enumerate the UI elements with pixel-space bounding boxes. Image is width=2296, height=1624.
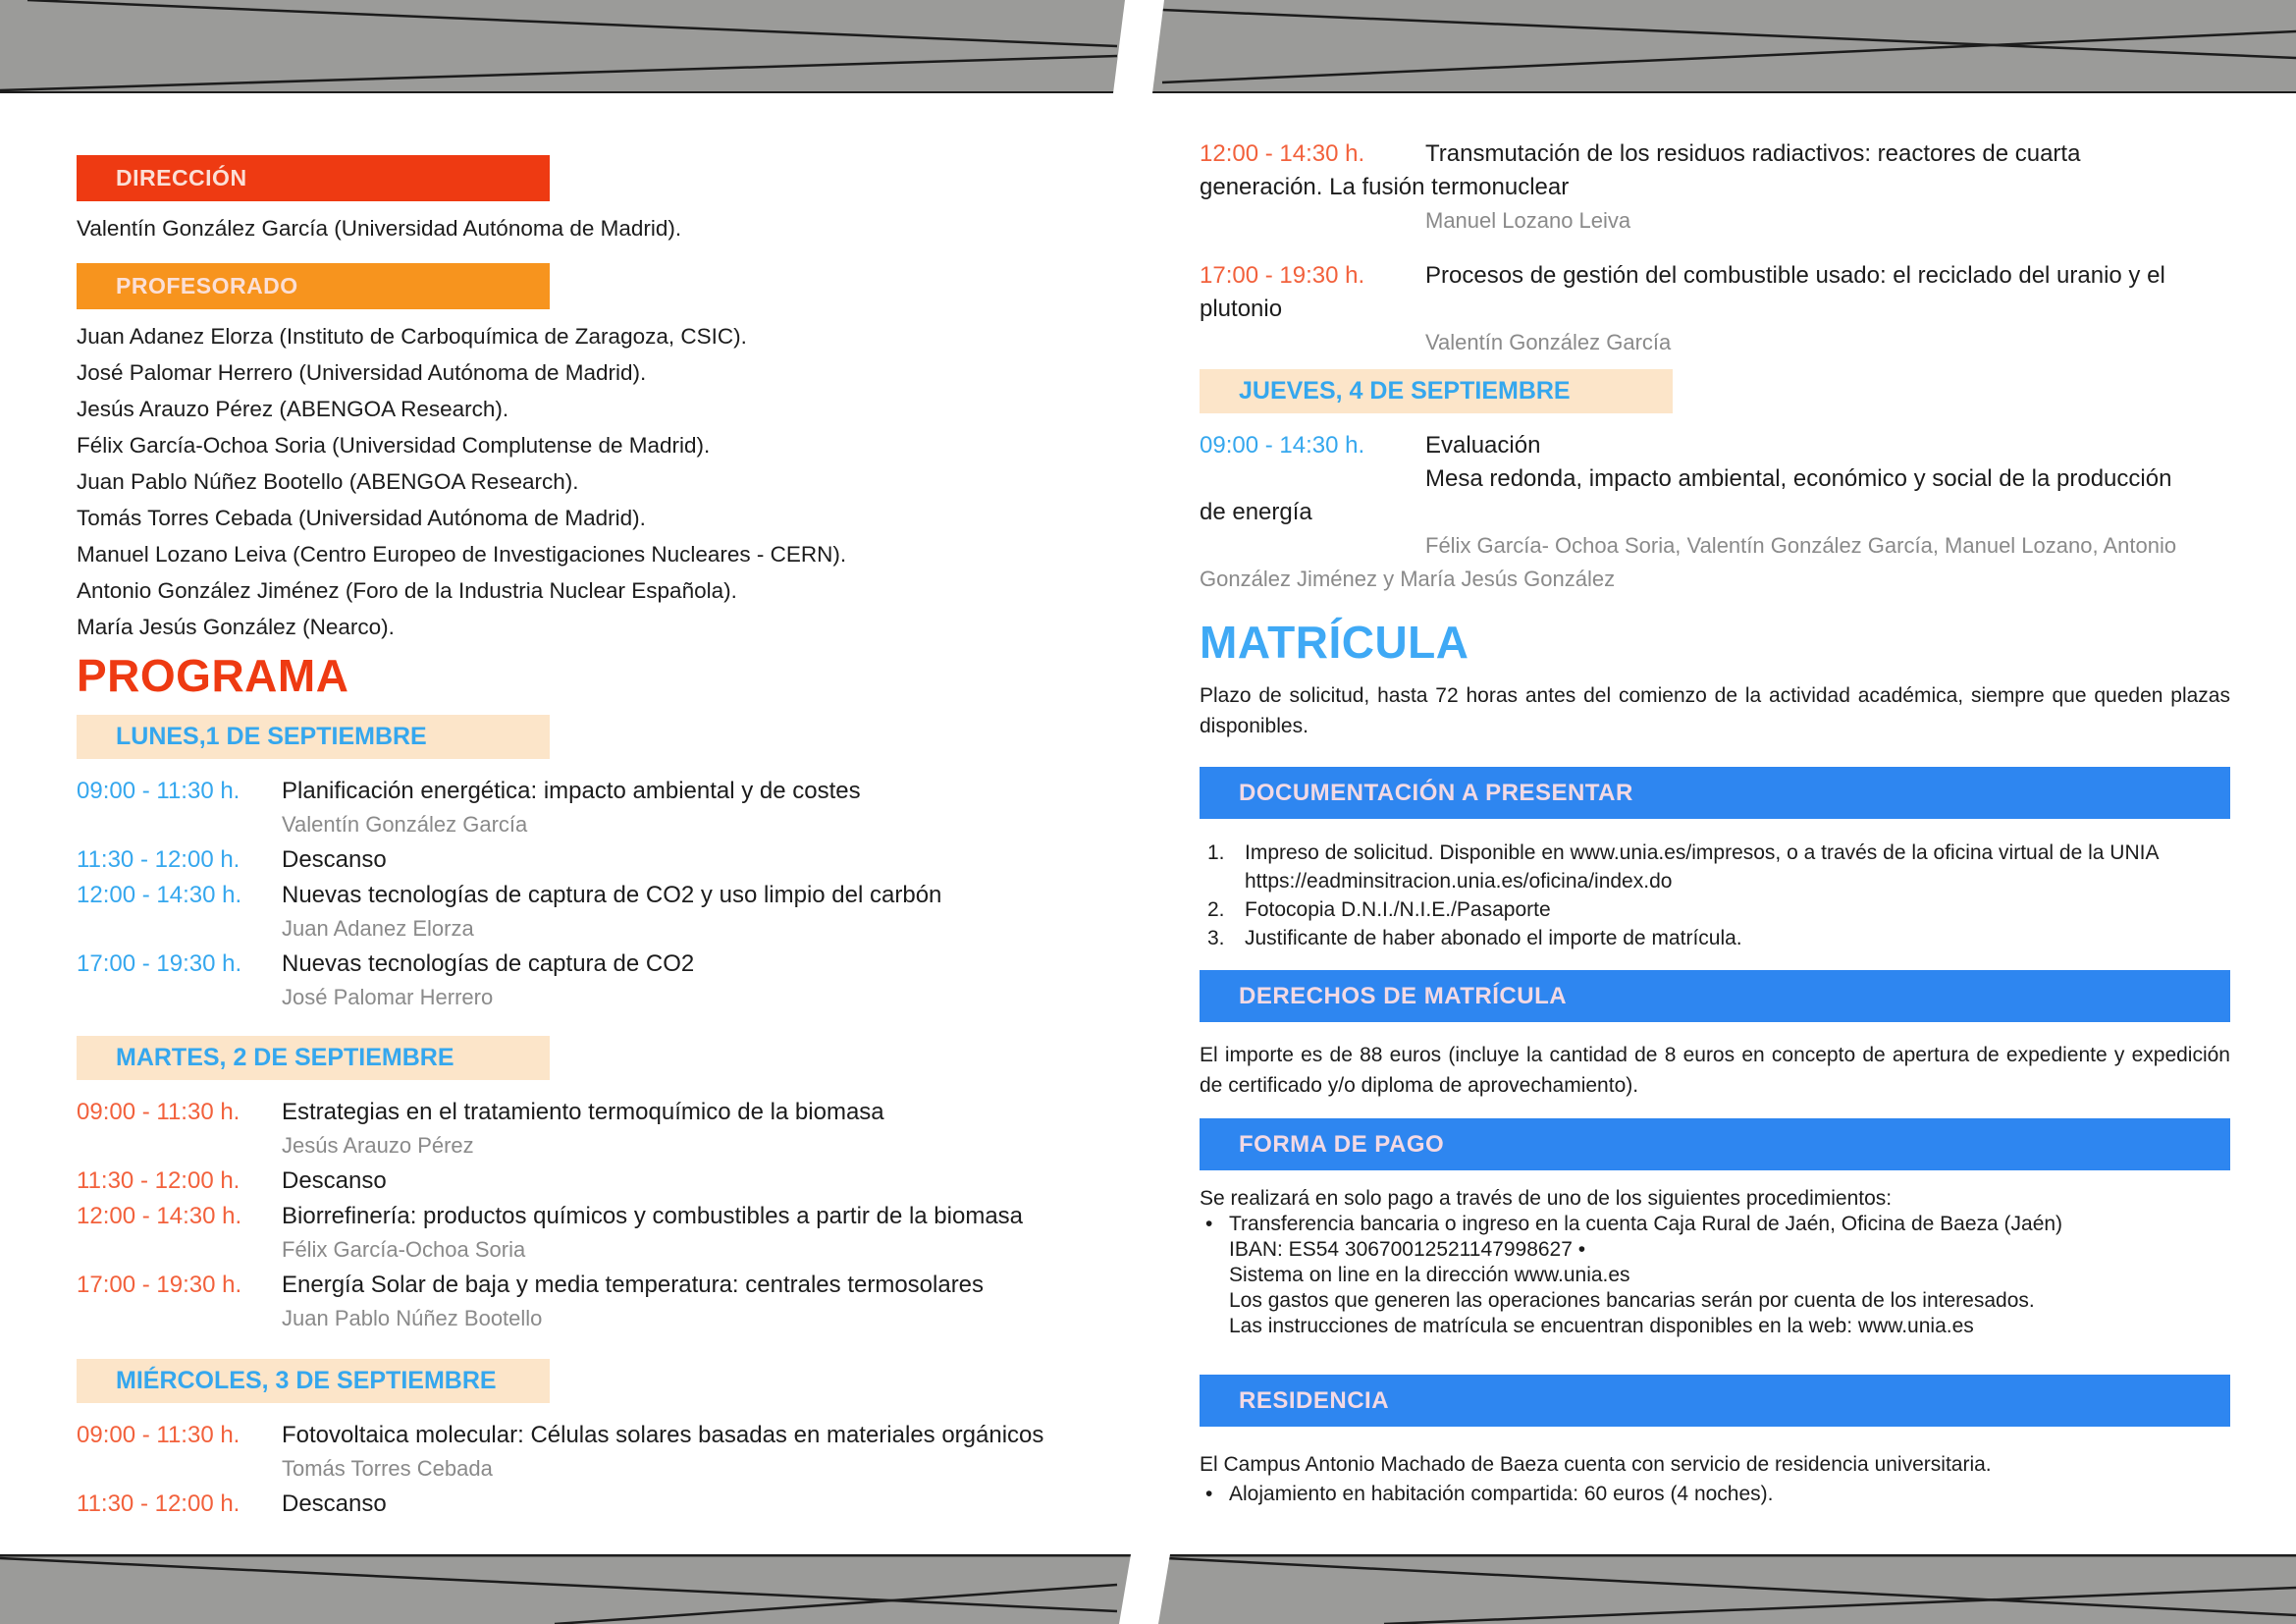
bullet-icon: • bbox=[1205, 1213, 1213, 1235]
time-label: 12:00 - 14:30 h. bbox=[77, 882, 242, 908]
residence-info bbox=[1200, 1450, 2230, 1509]
payment-line bbox=[1200, 1212, 2230, 1237]
day-header-label: JUEVES, 4 DE SEPTIEMBRE bbox=[1239, 377, 1571, 405]
payment-line: Las instrucciones de matrícula se encuentran disponibles en la web: www.unia.es bbox=[1229, 1315, 1974, 1337]
day-header-martes bbox=[77, 1036, 550, 1080]
section-header-label: DOCUMENTACIÓN A PRESENTAR bbox=[1239, 779, 1633, 806]
professor-list bbox=[77, 318, 1088, 645]
matricula-title: MATRÍCULA bbox=[1200, 617, 1469, 668]
session-title-wrap: generación. La fusión termonuclear bbox=[1200, 174, 1570, 200]
section-header-label: RESIDENCIA bbox=[1239, 1386, 1390, 1414]
schedule-entry bbox=[77, 1200, 1088, 1267]
top-decoration-band bbox=[0, 0, 2296, 93]
time-label: 17:00 - 19:30 h. bbox=[77, 950, 242, 977]
professor-list-item: Antonio González Jiménez (Foro de la Industria Nuclear Española). bbox=[77, 578, 737, 603]
time-label: 12:00 - 14:30 h. bbox=[1200, 140, 1365, 167]
payment-line-text: Transferencia bancaria o ingreso en la cuenta Caja Rural de Jaén, Oficina de Baeza (Jaén) bbox=[1229, 1213, 2063, 1235]
payment-line: Sistema on line en la dirección www.unia.es bbox=[1229, 1264, 1630, 1286]
session-title: Descanso bbox=[282, 1167, 387, 1194]
session-title-wrap: de energía bbox=[1200, 499, 1312, 525]
direccion-header-bar bbox=[77, 155, 550, 201]
schedule-entry bbox=[77, 1269, 1088, 1335]
session-title: Biorrefinería: productos químicos y combustibles a partir de la biomasa bbox=[282, 1203, 1024, 1229]
direccion-header-label: DIRECCIÓN bbox=[116, 165, 247, 190]
professor-list-item: Jesús Arauzo Pérez (ABENGOA Research). bbox=[77, 397, 509, 421]
session-speaker: José Palomar Herrero bbox=[282, 985, 494, 1009]
list-item-number: 2. bbox=[1207, 898, 1225, 921]
professor-list-item: Félix García-Ochoa Soria (Universidad Complutense de Madrid). bbox=[77, 433, 711, 458]
list-item-text: Impreso de solicitud. Disponible en www.unia.es/impresos, o a través de la oficina virtual de la UNIA bbox=[1245, 841, 2160, 864]
schedule-entry bbox=[77, 775, 1088, 841]
professor-list-item: José Palomar Herrero (Universidad Autónoma de Madrid). bbox=[77, 360, 647, 385]
session-speaker: Juan Pablo Núñez Bootello bbox=[282, 1306, 543, 1330]
session-title: Nuevas tecnologías de captura de CO2 y uso limpio del carbón bbox=[282, 882, 942, 908]
list-item-number: 1. bbox=[1207, 841, 1225, 864]
payment-line: Se realizará en solo pago a través de uno de los siguientes procedimientos: bbox=[1200, 1187, 1893, 1210]
time-label: 09:00 - 14:30 h. bbox=[1200, 432, 1365, 459]
schedule-entry bbox=[77, 1488, 1088, 1521]
session-speakers: Félix García- Ochoa Soria, Valentín González García, Manuel Lozano, Antonio bbox=[1425, 533, 2177, 558]
time-label: 09:00 - 11:30 h. bbox=[77, 1099, 240, 1125]
list-item bbox=[1200, 839, 2230, 895]
residence-line bbox=[1200, 1480, 2230, 1509]
profesorado-header-label: PROFESORADO bbox=[116, 273, 298, 298]
schedule-entry bbox=[77, 879, 1088, 946]
residence-line-text: Alojamiento en habitación compartida: 60 euros (4 noches). bbox=[1229, 1483, 1774, 1505]
payment-line: IBAN: ES54 30670012521147998627 • bbox=[1229, 1238, 1586, 1261]
session-title: Nuevas tecnologías de captura de CO2 bbox=[282, 950, 695, 977]
profesorado-header-bar bbox=[77, 263, 550, 309]
page-left bbox=[77, 93, 1088, 1523]
session-speakers-wrap: González Jiménez y María Jesús González bbox=[1200, 567, 1616, 591]
list-item-url: https://eadminsitracion.unia.es/oficina/index.do bbox=[1245, 870, 1673, 893]
professor-list-item: Juan Adanez Elorza (Instituto de Carboquímica de Zaragoza, CSIC). bbox=[77, 324, 747, 349]
session-title: Planificación energética: impacto ambiental y de costes bbox=[282, 778, 861, 804]
bullet-icon: • bbox=[1205, 1483, 1213, 1505]
time-label: 09:00 - 11:30 h. bbox=[77, 1422, 240, 1448]
professor-list-item: María Jesús González (Nearco). bbox=[77, 615, 395, 639]
schedule-entry bbox=[77, 1419, 1088, 1486]
day-header-lunes bbox=[77, 715, 550, 759]
session-speaker: Jesús Arauzo Pérez bbox=[282, 1133, 474, 1158]
day-header-jueves bbox=[1200, 369, 1673, 413]
session-speaker: Valentín González García bbox=[282, 812, 528, 837]
session-title: Evaluación bbox=[1425, 432, 1541, 459]
professor-list-item: Juan Pablo Núñez Bootello (ABENGOA Research). bbox=[77, 469, 579, 494]
professor-list-item: Tomás Torres Cebada (Universidad Autónoma de Madrid). bbox=[77, 506, 646, 530]
day-header-label: MIÉRCOLES, 3 DE SEPTIEMBRE bbox=[116, 1367, 497, 1394]
list-item bbox=[1200, 895, 2230, 924]
schedule-martes bbox=[77, 1096, 1088, 1335]
session-title: Descanso bbox=[282, 1490, 387, 1517]
list-item-text: Justificante de haber abonado el importe de matrícula. bbox=[1245, 927, 1742, 949]
documentation-list bbox=[1200, 839, 2230, 952]
session-title-wrap: plutonio bbox=[1200, 296, 1283, 322]
schedule-entry bbox=[77, 1164, 1088, 1198]
session-speaker: Tomás Torres Cebada bbox=[282, 1456, 493, 1481]
list-item-number: 3. bbox=[1207, 927, 1225, 949]
time-label: 17:00 - 19:30 h. bbox=[1200, 262, 1365, 289]
list-item bbox=[1200, 924, 2230, 952]
schedule-entry bbox=[77, 1096, 1088, 1163]
schedule-entry-continuation bbox=[1200, 259, 2230, 359]
schedule-entry-continuation bbox=[1200, 137, 2230, 238]
director-name: Valentín González García (Universidad Autónoma de Madrid). bbox=[77, 216, 682, 241]
day-header-label: MARTES, 2 DE SEPTIEMBRE bbox=[116, 1044, 454, 1071]
section-header-documentacion bbox=[1200, 767, 2230, 819]
derechos-text: El importe es de 88 euros (incluye la cantidad de 8 euros en concepto de apertura de expediente y expedición de certificado y/o diploma de aprovechamiento). bbox=[1200, 1044, 2230, 1097]
session-title: Fotovoltaica molecular: Células solares basadas en materiales orgánicos bbox=[282, 1422, 1044, 1448]
session-speaker: Félix García-Ochoa Soria bbox=[282, 1237, 526, 1262]
time-label: 17:00 - 19:30 h. bbox=[77, 1272, 242, 1298]
programa-title: PROGRAMA bbox=[77, 650, 349, 701]
schedule-miercoles bbox=[77, 1419, 1088, 1521]
payment-line: Los gastos que generen las operaciones bancarias serán por cuenta de los interesados. bbox=[1229, 1289, 2035, 1312]
day-header-label: LUNES,1 DE SEPTIEMBRE bbox=[116, 723, 427, 750]
time-label: 11:30 - 12:00 h. bbox=[77, 846, 240, 873]
session-title: Procesos de gestión del combustible usado: el reciclado del uranio y el bbox=[1425, 262, 2165, 289]
payment-instructions bbox=[1200, 1186, 2230, 1339]
session-title: Estrategias en el tratamiento termoquímico de la biomasa bbox=[282, 1099, 884, 1125]
session-title: Descanso bbox=[282, 846, 387, 873]
schedule-entry bbox=[77, 947, 1088, 1014]
session-speaker: Manuel Lozano Leiva bbox=[1425, 208, 1631, 233]
time-label: 11:30 - 12:00 h. bbox=[77, 1490, 240, 1517]
bottom-decoration-band bbox=[0, 1554, 2296, 1624]
section-header-label: DERECHOS DE MATRÍCULA bbox=[1239, 982, 1568, 1009]
section-header-residencia bbox=[1200, 1375, 2230, 1427]
section-header-forma bbox=[1200, 1118, 2230, 1170]
schedule-entry bbox=[1200, 429, 2230, 596]
schedule-lunes bbox=[77, 775, 1088, 1014]
time-label: 12:00 - 14:30 h. bbox=[77, 1203, 242, 1229]
time-label: 11:30 - 12:00 h. bbox=[77, 1167, 240, 1194]
list-item-text: Fotocopia D.N.I./N.I.E./Pasaporte bbox=[1245, 898, 1551, 921]
time-label: 09:00 - 11:30 h. bbox=[77, 778, 240, 804]
residence-line: El Campus Antonio Machado de Baeza cuenta con servicio de residencia universitaria. bbox=[1200, 1453, 1992, 1476]
session-title: Transmutación de los residuos radiactivos: reactores de cuarta bbox=[1425, 140, 2081, 167]
schedule-entry bbox=[77, 843, 1088, 877]
matricula-intro: Plazo de solicitud, hasta 72 horas antes del comienzo de la actividad académica, siempre que queden plazas disponibles. bbox=[1200, 684, 2230, 737]
page-right bbox=[1200, 93, 2230, 1509]
session-title-line2: Mesa redonda, impacto ambiental, económico y social de la producción bbox=[1425, 465, 2172, 492]
section-header-label: FORMA DE PAGO bbox=[1239, 1130, 1445, 1158]
professor-list-item: Manuel Lozano Leiva (Centro Europeo de Investigaciones Nucleares - CERN). bbox=[77, 542, 847, 567]
session-speaker: Valentín González García bbox=[1425, 330, 1672, 354]
session-title: Energía Solar de baja y media temperatura: centrales termosolares bbox=[282, 1272, 985, 1298]
section-header-derechos bbox=[1200, 970, 2230, 1022]
session-speaker: Juan Adanez Elorza bbox=[282, 916, 474, 941]
day-header-miercoles bbox=[77, 1359, 550, 1403]
